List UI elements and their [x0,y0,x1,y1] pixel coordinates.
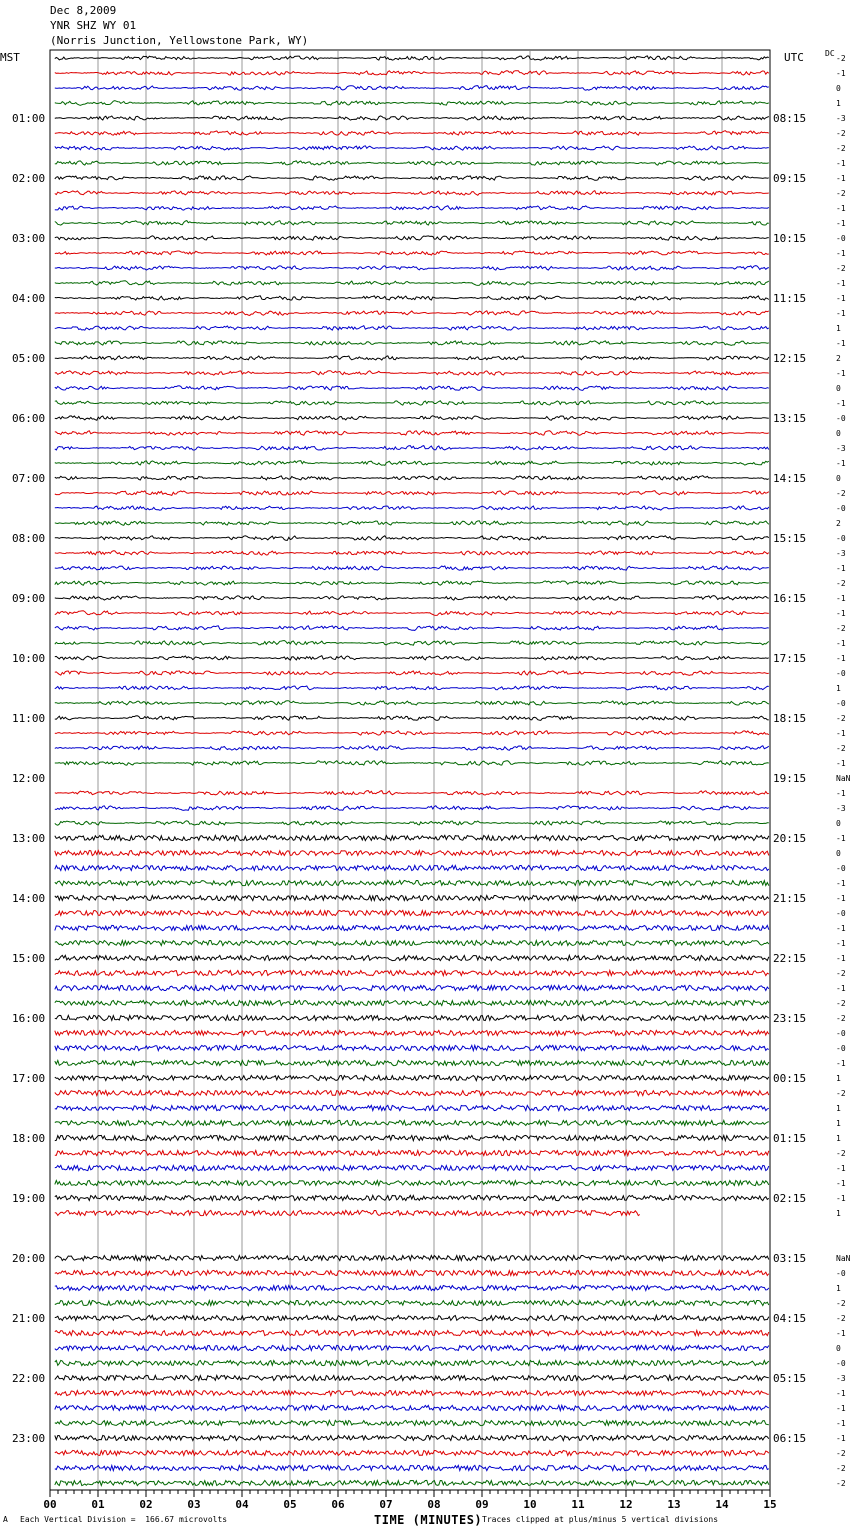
dc-offset-label: -1 [836,564,846,573]
seismic-trace [55,1195,769,1200]
utc-hour-label: 20:15 [773,832,807,845]
seismic-trace [55,716,769,721]
mst-hour-label: 20:00 [12,1252,46,1265]
seismic-trace [55,686,769,690]
dc-offset-label: -2 [836,144,846,153]
mst-hour-label: 12:00 [12,772,46,785]
seismic-trace [55,146,769,150]
dc-offset-label: -1 [836,594,846,603]
footer-scale-note: Each Vertical Division = 166.67 microvolts [20,1515,228,1524]
seismic-trace [55,1181,769,1186]
seismic-trace [55,1015,769,1020]
dc-offset-label: NaN [836,1254,850,1263]
dc-offset-label: 1 [836,684,841,693]
x-axis-title: TIME (MINUTES) [374,1513,483,1527]
dc-offset-label: -2 [836,1479,846,1488]
seismic-trace [55,985,769,990]
dc-offset-label: -1 [836,1389,846,1398]
dc-offset-label: -1 [836,879,846,888]
utc-hour-label: 03:15 [773,1252,807,1265]
seismic-trace [55,1000,769,1005]
x-tick-label: 01 [91,1498,105,1511]
dc-offset-label: -3 [836,804,846,813]
seismic-trace [55,116,769,120]
header-location: (Norris Junction, Yellowstone Park, WY) [50,34,309,47]
footer-clip-note: Traces clipped at plus/minus 5 vertical divisions [482,1515,719,1524]
plot-frame [50,50,770,1490]
dc-offset-label: -1 [836,1194,846,1203]
dc-offset-label: -0 [836,909,846,918]
dc-offset-label: -2 [836,579,846,588]
seismic-trace [55,191,769,196]
utc-hour-label: 02:15 [773,1192,807,1205]
dc-offset-label: 0 [836,384,841,393]
x-tick-label: 03 [187,1498,201,1511]
seismic-trace [55,1255,769,1260]
utc-hour-label: 05:15 [773,1372,807,1385]
mst-hour-label: 01:00 [12,112,46,125]
utc-hour-label: 23:15 [773,1012,807,1025]
seismic-trace [55,566,769,570]
dc-offset-label: -0 [836,864,846,873]
left-axis-title: MST [0,51,20,64]
dc-offset-label: -1 [836,1404,846,1413]
seismic-trace [55,341,769,346]
dc-offset-label: 0 [836,474,841,483]
seismic-trace [55,1465,769,1470]
seismic-trace [55,1375,769,1380]
seismic-trace [55,1360,769,1365]
dc-offset-label: -1 [836,654,846,663]
dc-offset-label: -1 [836,1179,846,1188]
utc-hour-label: 08:15 [773,112,807,125]
dc-offset-label: 2 [836,354,841,363]
seismic-trace [55,56,769,60]
seismic-trace [55,701,769,705]
dc-offset-label: -1 [836,339,846,348]
utc-hour-label: 11:15 [773,292,807,305]
utc-hour-label: 18:15 [773,712,807,725]
dc-offset-label: -1 [836,309,846,318]
seismic-trace [55,1090,769,1095]
mst-hour-label: 06:00 [12,412,46,425]
dc-offset-label: 1 [836,1104,841,1113]
dc-offset-label: -2 [836,1014,846,1023]
utc-hour-label: 04:15 [773,1312,807,1325]
x-tick-label: 08 [427,1498,441,1511]
dc-offset-label: -2 [836,1149,846,1158]
seismic-trace [55,910,769,915]
dc-offset-label: -1 [836,369,846,378]
seismic-trace [55,1300,769,1305]
dc-offset-label: -1 [836,894,846,903]
seismic-trace [55,895,769,900]
seismic-trace [55,1045,769,1050]
seismic-trace [55,446,769,451]
seismic-trace [55,746,769,751]
dc-offset-label: -1 [836,1434,846,1443]
utc-hour-label: 19:15 [773,772,807,785]
mst-hour-label: 15:00 [12,952,46,965]
x-tick-label: 15 [763,1498,777,1511]
mst-hour-label: 11:00 [12,712,46,725]
seismic-trace [55,536,769,541]
seismic-trace [55,1345,769,1350]
seismic-trace [55,1435,769,1440]
mst-hour-label: 02:00 [12,172,46,185]
seismic-trace [55,251,769,255]
x-tick-label: 11 [571,1498,585,1511]
seismic-trace [55,431,769,435]
x-tick-label: 13 [667,1498,681,1511]
mst-hour-label: 21:00 [12,1312,46,1325]
mst-hour-label: 09:00 [12,592,46,605]
dc-offset-label: -1 [836,294,846,303]
x-tick-label: 05 [283,1498,297,1511]
seismic-trace [55,955,769,960]
seismic-trace [55,356,769,360]
mst-hour-label: 04:00 [12,292,46,305]
seismic-trace [55,596,769,600]
dc-offset-label: -0 [836,1044,846,1053]
seismic-trace [55,851,769,856]
utc-hour-label: 06:15 [773,1432,807,1445]
seismic-trace [55,1135,769,1140]
dc-offset-label: -2 [836,1464,846,1473]
dc-offset-label: 0 [836,819,841,828]
dc-offset-label: 1 [836,324,841,333]
seismic-trace [55,761,769,765]
dc-offset-label: -2 [836,999,846,1008]
dc-offset-label: -1 [836,1329,846,1338]
dc-offset-label: -1 [836,729,846,738]
seismic-trace [55,1075,769,1080]
dc-offset-label: -2 [836,969,846,978]
seismic-trace [55,641,769,646]
dc-offset-label: -1 [836,159,846,168]
dc-offset-label: 0 [836,849,841,858]
dc-offset-label: NaN [836,774,850,783]
trace-group [55,56,769,1486]
seismic-trace [55,925,769,930]
dc-offset-label: -2 [836,624,846,633]
seismic-trace [55,1390,769,1395]
mst-hour-label: 17:00 [12,1072,46,1085]
dc-offset-label: -1 [836,834,846,843]
utc-hour-label: 14:15 [773,472,807,485]
dc-offset-label: 2 [836,519,841,528]
mst-hour-label: 13:00 [12,832,46,845]
dc-offset-label: 0 [836,1344,841,1353]
dc-offset-label: -1 [836,1164,846,1173]
seismic-trace [55,941,769,946]
header-station: YNR SHZ WY 01 [50,19,137,32]
dc-offset-label: -1 [836,1419,846,1428]
dc-offset-label: -2 [836,129,846,138]
dc-offset-label: -2 [836,714,846,723]
dc-offset-label: 1 [836,1074,841,1083]
utc-hour-label: 00:15 [773,1072,807,1085]
dc-offset-label: 0 [836,429,841,438]
seismic-trace [55,206,769,210]
dc-offset-label: -1 [836,954,846,963]
seismic-trace [55,461,769,466]
seismic-trace [55,521,769,526]
dc-offset-label: 0 [836,84,841,93]
seismic-trace [55,821,769,825]
seismic-trace [55,416,769,420]
dc-offset-label: -2 [836,1449,846,1458]
seismic-trace [55,1315,769,1320]
seismic-trace [55,326,769,331]
seismic-trace [55,236,769,240]
mst-hour-label: 03:00 [12,232,46,245]
seismic-trace [55,161,769,165]
seismic-trace [55,611,769,616]
dc-offset-label: -1 [836,789,846,798]
seismic-trace [55,266,769,270]
seismic-trace [55,1165,769,1170]
seismic-trace [55,101,769,106]
dc-offset-label: -1 [836,939,846,948]
utc-hour-label: 09:15 [773,172,807,185]
seismic-trace [55,1450,769,1455]
seismic-trace [55,1150,769,1155]
seismic-trace [55,791,769,795]
seismic-trace [55,371,769,376]
x-tick-label: 02 [139,1498,153,1511]
mst-hour-label: 19:00 [12,1192,46,1205]
seismic-trace [55,1330,769,1335]
dc-offset-label: -2 [836,744,846,753]
seismic-trace [55,581,769,585]
x-tick-label: 04 [235,1498,249,1511]
seismic-trace [55,476,769,480]
seismic-trace [55,296,769,300]
dc-offset-label: -1 [836,69,846,78]
seismic-trace [55,1480,769,1485]
x-tick-label: 07 [379,1498,393,1511]
dc-offset-label: -2 [836,189,846,198]
seismic-trace [55,131,769,136]
dc-offset-label: -1 [836,219,846,228]
seismic-trace [55,551,769,555]
dc-offset-label: 1 [836,99,841,108]
seismic-trace [55,1405,769,1410]
mst-hour-label: 23:00 [12,1432,46,1445]
seismic-trace [55,506,769,510]
dc-offset-label: -2 [836,1299,846,1308]
utc-hour-label: 15:15 [773,532,807,545]
seismic-trace [55,1105,769,1110]
dc-offset-label: -2 [836,1314,846,1323]
dc-offset-label: -1 [836,459,846,468]
dc-offset-label: -0 [836,504,846,513]
dc-offset-label: 1 [836,1284,841,1293]
seismic-trace [55,491,769,496]
dc-offset-label: -2 [836,264,846,273]
seismic-trace [55,671,769,676]
dc-offset-label: -1 [836,639,846,648]
utc-hour-label: 16:15 [773,592,807,605]
utc-hour-label: 21:15 [773,892,807,905]
dc-offset-label: -1 [836,759,846,768]
seismic-trace [55,626,769,631]
dc-offset-label: 1 [836,1209,841,1218]
dc-offset-label: -2 [836,54,846,63]
seismic-trace [55,970,769,975]
dc-offset-label: 1 [836,1134,841,1143]
mst-hour-label: 22:00 [12,1372,46,1385]
dc-offset-label: -0 [836,1359,846,1368]
utc-hour-label: 10:15 [773,232,807,245]
seismic-trace [55,1030,769,1035]
utc-hour-label: 12:15 [773,352,807,365]
dc-offset-label: 1 [836,1119,841,1128]
seismic-trace [55,281,769,286]
dc-offset-label: -3 [836,1374,846,1383]
seismic-trace [55,731,769,735]
dc-offset-label: -0 [836,1269,846,1278]
utc-hour-label: 01:15 [773,1132,807,1145]
seismic-trace [55,1210,640,1215]
mst-hour-label: 07:00 [12,472,46,485]
dc-offset-label: -3 [836,444,846,453]
header-date: Dec 8,2009 [50,4,117,17]
corner-label: DC [825,49,835,58]
x-tick-label: 12 [619,1498,633,1511]
mst-hour-label: 16:00 [12,1012,46,1025]
dc-offset-label: -1 [836,609,846,618]
seismic-trace [55,1060,769,1065]
seismic-trace [55,1285,769,1290]
dc-offset-label: -0 [836,534,846,543]
right-axis-title: UTC [784,51,804,64]
seismic-trace [55,1420,769,1425]
footer-left-mark: A [3,1515,8,1524]
seismic-trace [55,865,769,870]
seismic-trace [55,311,769,316]
mst-hour-label: 18:00 [12,1132,46,1145]
mst-hour-label: 14:00 [12,892,46,905]
seismic-trace [55,656,769,660]
dc-offset-label: -1 [836,204,846,213]
dc-offset-label: -3 [836,549,846,558]
seismic-trace [55,401,769,405]
x-tick-label: 06 [331,1498,345,1511]
dc-offset-label: -1 [836,399,846,408]
mst-hour-label: 08:00 [12,532,46,545]
dc-offset-label: -0 [836,234,846,243]
x-tick-label: 14 [715,1498,729,1511]
seismic-trace [55,386,769,391]
mst-hour-label: 05:00 [12,352,46,365]
dc-offset-label: -1 [836,1059,846,1068]
dc-offset-label: -1 [836,984,846,993]
seismic-trace [55,880,769,885]
seismic-trace [55,1120,769,1125]
dc-offset-label: -2 [836,1089,846,1098]
seismic-trace [55,86,769,91]
seismic-trace [55,176,769,180]
dc-offset-label: -1 [836,174,846,183]
seismic-trace [55,835,769,840]
mst-hour-label: 10:00 [12,652,46,665]
dc-offset-label: -0 [836,1029,846,1038]
utc-hour-label: 17:15 [773,652,807,665]
utc-hour-label: 22:15 [773,952,807,965]
seismic-trace [55,71,769,75]
x-tick-label: 00 [43,1498,57,1511]
dc-offset-label: -0 [836,699,846,708]
dc-offset-label: -1 [836,279,846,288]
dc-offset-label: -1 [836,249,846,258]
dc-offset-label: -0 [836,414,846,423]
dc-offset-label: -1 [836,924,846,933]
dc-offset-label: -0 [836,669,846,678]
seismic-trace [55,221,769,226]
seismic-trace [55,1270,769,1275]
x-tick-label: 09 [475,1498,489,1511]
x-tick-label: 10 [523,1498,537,1511]
seismic-trace [55,806,769,811]
utc-hour-label: 13:15 [773,412,807,425]
dc-offset-label: -3 [836,114,846,123]
dc-offset-label: -2 [836,489,846,498]
